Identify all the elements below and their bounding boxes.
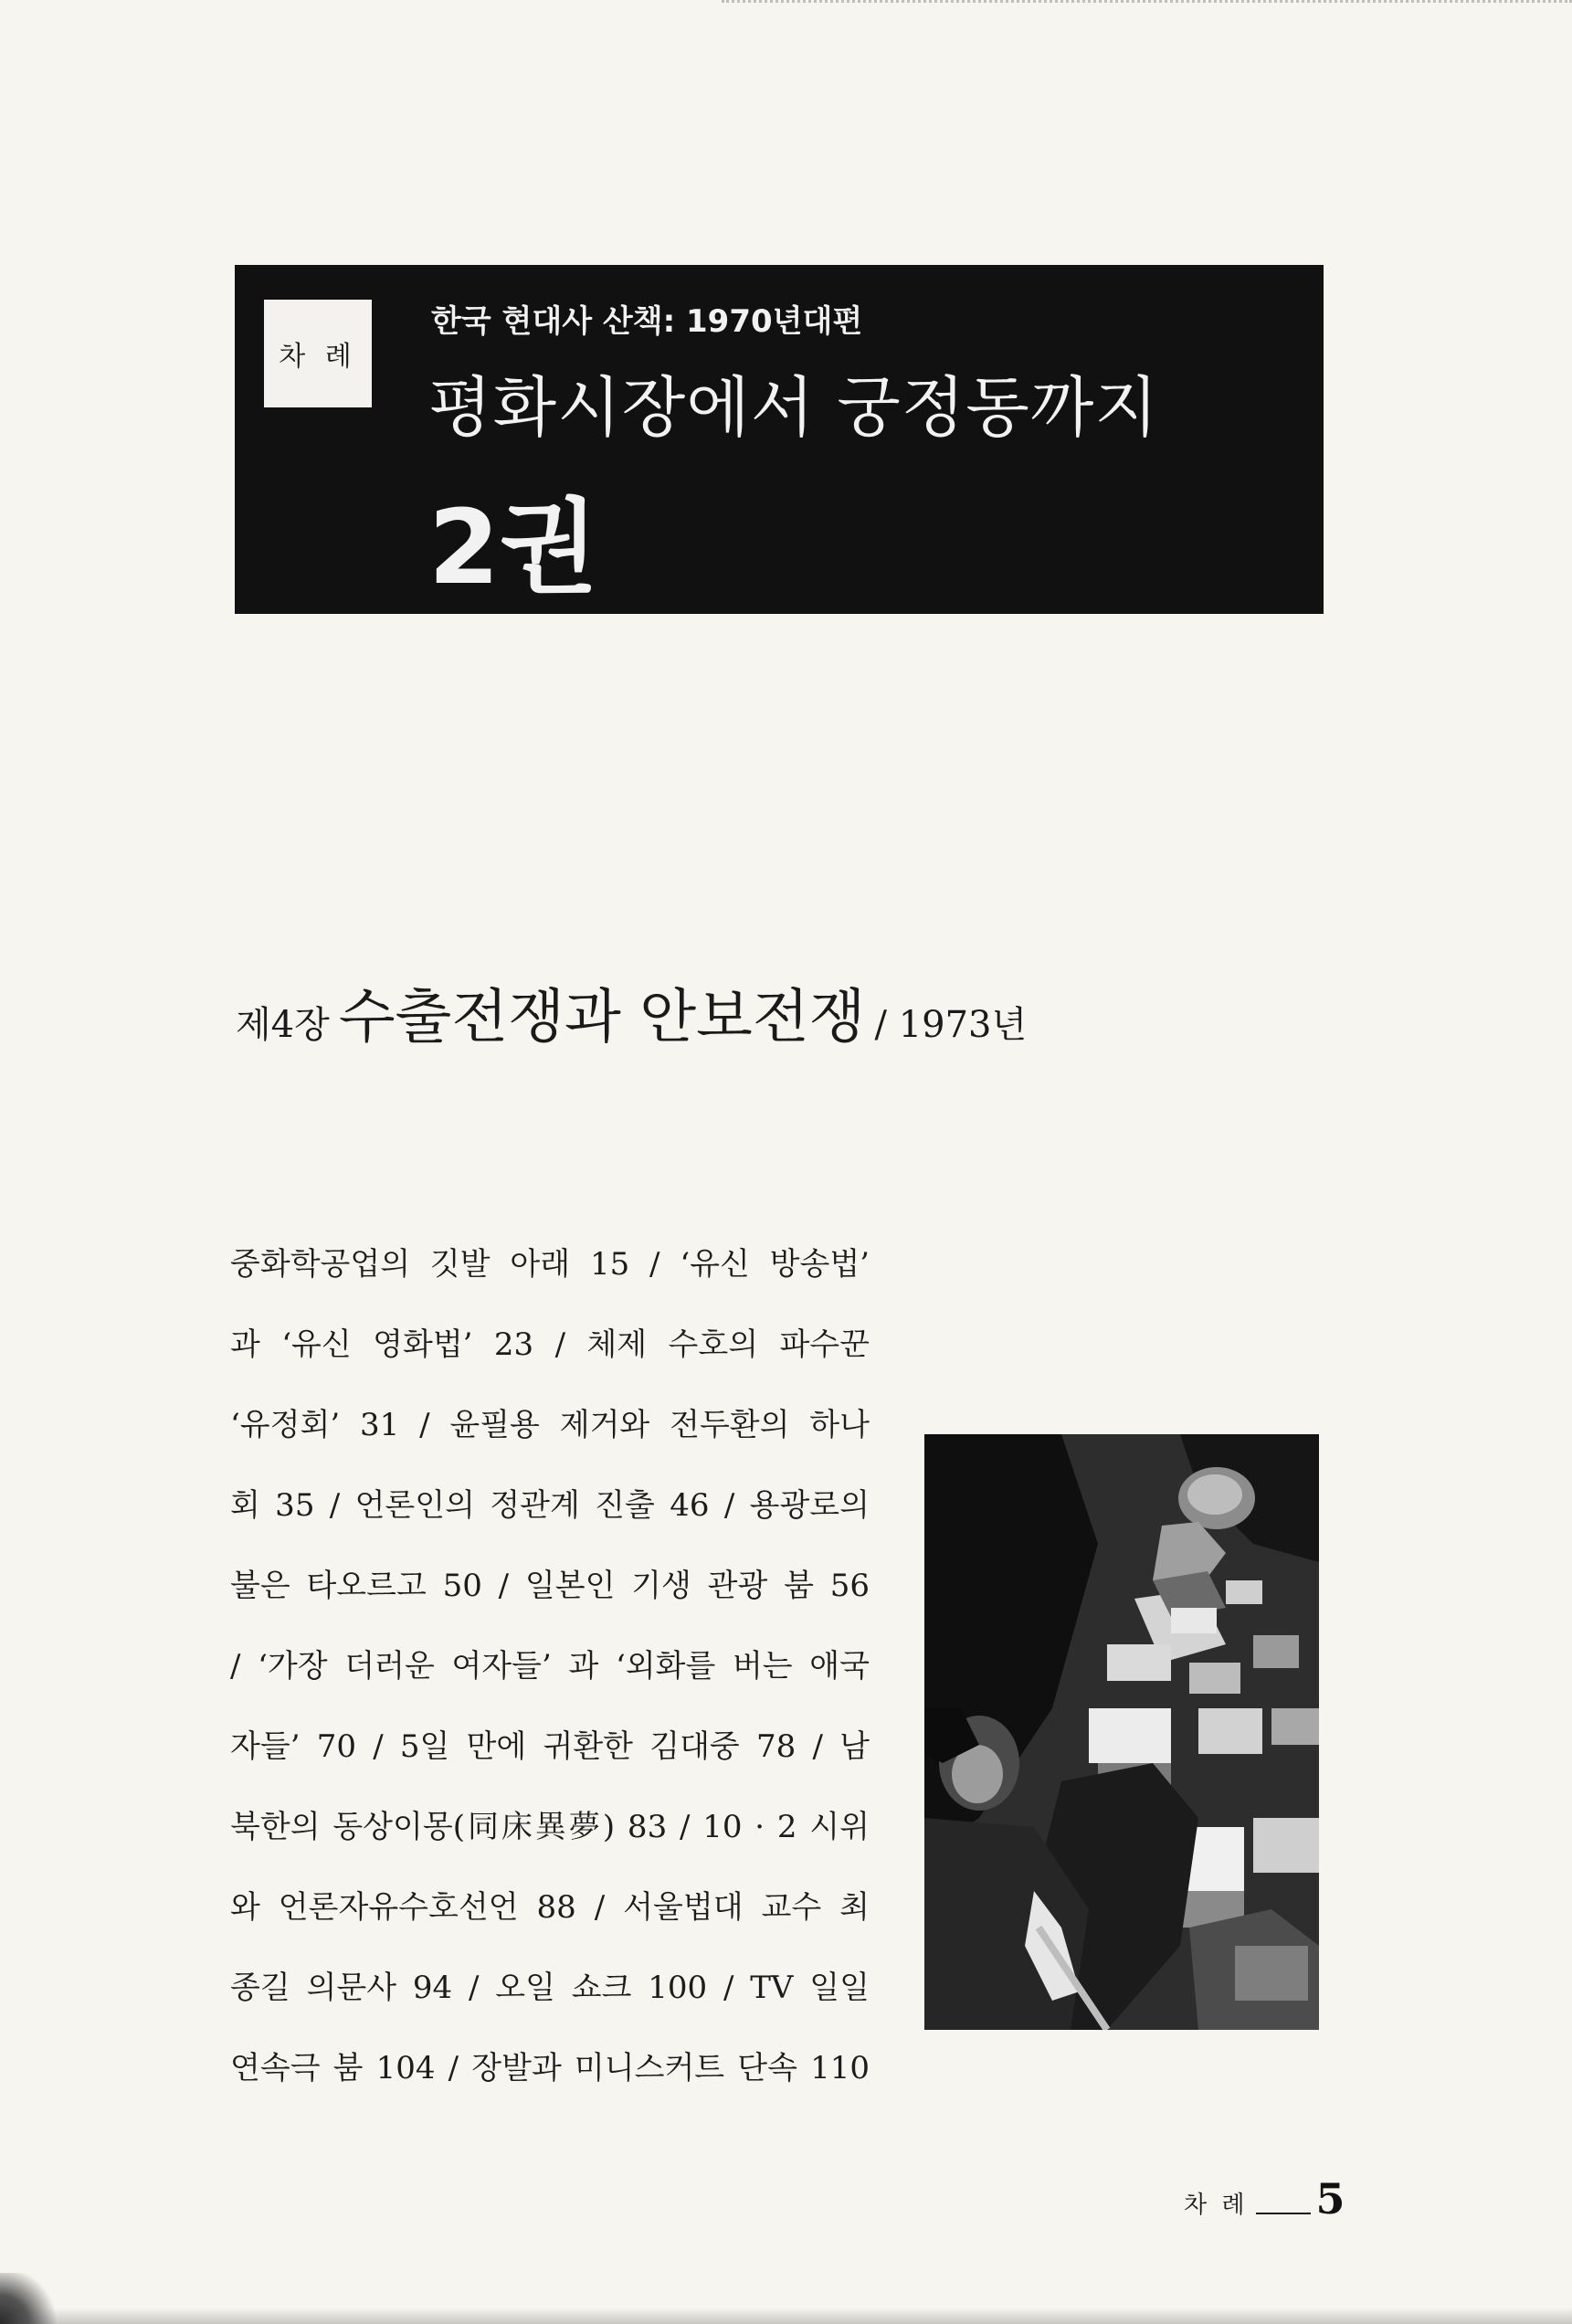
scan-top-edge bbox=[722, 0, 1572, 10]
toc-line: 불은 타오르고 50 / 일본인 기생 관광 붐 56 bbox=[230, 1568, 870, 1604]
toc-line: 회 35 / 언론인의 정관계 진출 46 / 용광로의 bbox=[230, 1487, 870, 1524]
factory-workers-photo bbox=[924, 1434, 1319, 2030]
toc-line: 와 언론자유수호선언 88 / 서울법대 교수 최 bbox=[230, 1889, 870, 1926]
title-banner bbox=[235, 265, 1324, 614]
page-number: 5 bbox=[1315, 2174, 1345, 2224]
toc-line: 북한의 동상이몽(同床異夢) 83 / 10 · 2 시위 bbox=[230, 1809, 870, 1845]
toc-line: 종길 의문사 94 / 오일 쇼크 100 / TV 일일 bbox=[230, 1970, 870, 2006]
footer-label: 차 례 bbox=[1184, 2192, 1249, 2219]
toc-line: 중화학공업의 깃발 아래 15 / ‘유신 방송법’ bbox=[230, 1246, 870, 1283]
page-footer bbox=[1184, 2174, 1345, 2224]
toc-line: / ‘가장 더러운 여자들’ 과 ‘외화를 버는 애국 bbox=[230, 1648, 870, 1685]
chapter-title: 수출전쟁과 안보전쟁 bbox=[338, 984, 866, 1051]
toc-line: ‘유정회’ 31 / 윤필용 제거와 전두환의 하나 bbox=[230, 1407, 870, 1443]
book-title: 평화시장에서 궁정동까지 bbox=[428, 369, 1159, 446]
toc-label: 차 례 bbox=[279, 341, 357, 373]
chapter-heading bbox=[236, 970, 1027, 1054]
toc-line: 연속극 붐 104 / 장발과 미니스커트 단속 110 bbox=[230, 2050, 870, 2086]
toc-entry-list bbox=[230, 1224, 870, 2108]
chapter-number: 제4장 bbox=[236, 1004, 330, 1046]
scan-bottom-edge bbox=[0, 2308, 1572, 2324]
scan-corner-shadow bbox=[0, 2273, 64, 2324]
volume-label: 2권 bbox=[428, 489, 599, 607]
footer-rule bbox=[1256, 2213, 1311, 2214]
toc-line: 과 ‘유신 영화법’ 23 / 체제 수호의 파수꾼 bbox=[230, 1326, 870, 1363]
toc-label-box bbox=[264, 300, 372, 407]
series-title: 한국 현대사 산책: 1970년대편 bbox=[431, 303, 863, 340]
toc-line: 자들’ 70 / 5일 만에 귀환한 김대중 78 / 남 bbox=[230, 1728, 870, 1765]
chapter-year: / 1973년 bbox=[874, 1004, 1028, 1046]
